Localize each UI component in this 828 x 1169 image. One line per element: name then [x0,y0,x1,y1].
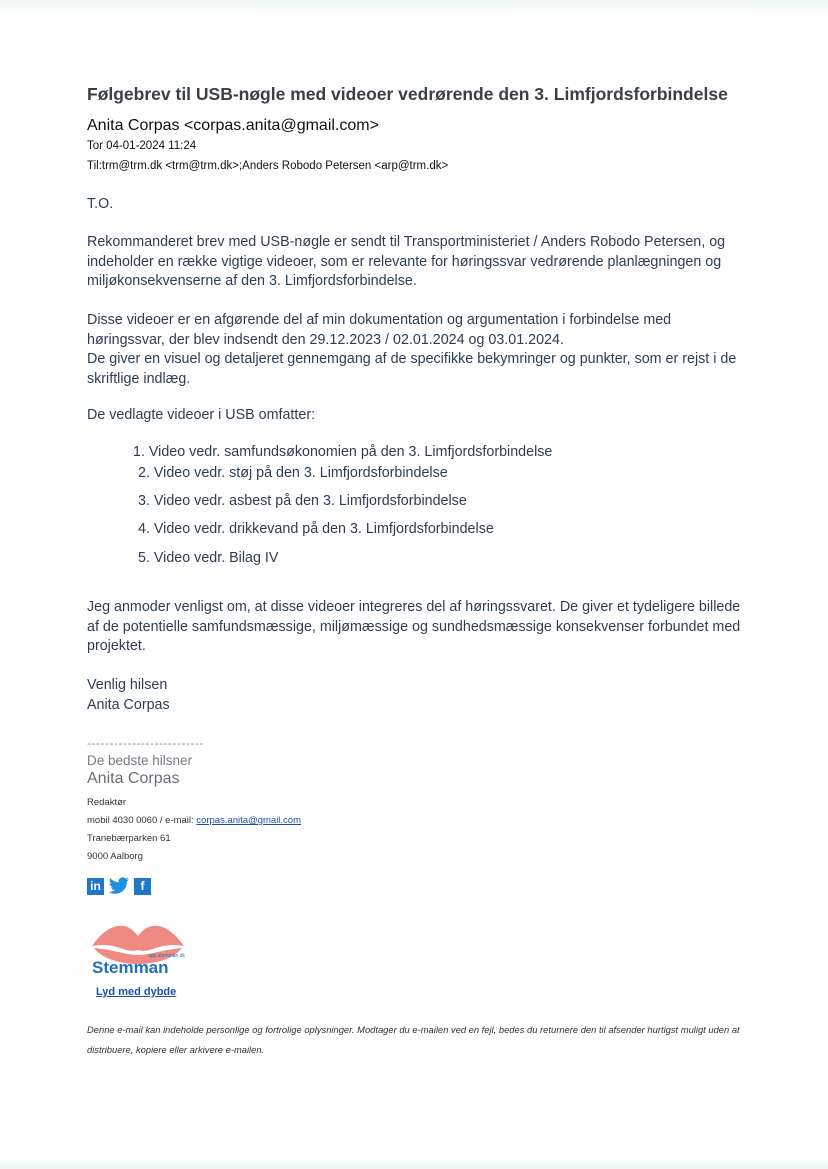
linkedin-icon[interactable]: in [87,878,104,895]
signature-role: Redaktør [87,797,127,808]
signature-contact [87,815,301,826]
email-sender: Anita Corpas <corpas.anita@gmail.com> [87,117,379,134]
scan-edge-bottom [0,1157,828,1169]
scan-edge-top [0,0,828,14]
signature-separator: -------------------------- [87,736,204,750]
email-link[interactable]: corpas.anita@gmail.com [196,815,301,826]
paragraph-visual-review: De giver en visuel og detaljeret gennemgang af de specifikke bekymringer og punkter, som er rejst i de skriftlige indlæg. [87,351,737,387]
paragraph-usb: Rekommanderet brev med USB-nøgle er sendt til Transportministeriet / Anders Robodo Petersen, og indeholder en række vigtige videoer, som er relevante for høringssvar vedrørende planlægningen og miljøkonsekvenserne af den 3. Limfjordsforbindelse. [87,234,726,289]
list-item: 1. Video vedr. samfundsøkonomien på den 3. Limfjordsforbindelse [133,444,553,460]
tagline-text[interactable]: Lyd med dybde [96,986,177,998]
closing-name: Anita Corpas [87,696,170,713]
facebook-icon[interactable]: f [134,878,151,895]
list-item: 4. Video vedr. drikkevand på den 3. Limfjordsforbindelse [138,521,494,537]
signature-name: Anita Corpas [87,770,180,787]
paragraph-request: Jeg anmoder venligst om, at disse videoer integreres del af høringssvaret. De giver et tydeligere billede af de potentielle samfundsmæssige, miljømæssige og sundhedsmæssige konsekvenser forbundet med projektet. [87,599,741,654]
signature-street: Tranebærparken 61 [87,833,171,844]
twitter-icon[interactable] [108,877,130,895]
list-item: 2. Video vedr. støj på den 3. Limfjordsforbindelse [138,465,448,481]
tagline-link[interactable] [87,986,176,998]
signature-greeting: De bedste hilsner [87,753,193,768]
greeting: T.O. [87,196,114,212]
closing-greeting: Venlig hilsen [87,677,168,693]
logo-url: app.stemman.dk [148,953,185,959]
contact-label: mobil 4030 0060 / e-mail: [87,815,197,826]
social-links [87,877,151,895]
email-date: Tor 04-01-2024 11:24 [87,140,197,152]
email-subject: Følgebrev til USB-nøgle med videoer vedrørende den 3. Limfjordsforbindelse [87,84,728,104]
logo-wordmark: Stemman [92,958,169,977]
list-item: 5. Video vedr. Bilag IV [138,550,279,566]
email-recipients: Til:trm@trm.dk <trm@trm.dk>;Anders Robodo Petersen <arp@trm.dk> [87,160,449,172]
paragraph-documentation: Disse videoer er en afgørende del af min dokumentation og argumentation i forbindelse med høringssvar, der blev indsendt den 29.12.2023 / 02.01.2024 og 03.01.2024. [87,312,672,348]
list-item: 3. Video vedr. asbest på den 3. Limfjordsforbindelse [138,493,467,509]
video-list-intro: De vedlagte videoer i USB omfatter: [87,407,316,423]
signature-city: 9000 Aalborg [87,851,143,862]
confidentiality-disclaimer: Denne e-mail kan indeholde personlige og fortrolige oplysninger. Modtager du e-mailen ved en fejl, bedes du returnere den til afsender hurtigst muligt uden at distribuere, kopiere eller arkivere e-mailen. [87,1024,740,1055]
closing [87,676,747,715]
